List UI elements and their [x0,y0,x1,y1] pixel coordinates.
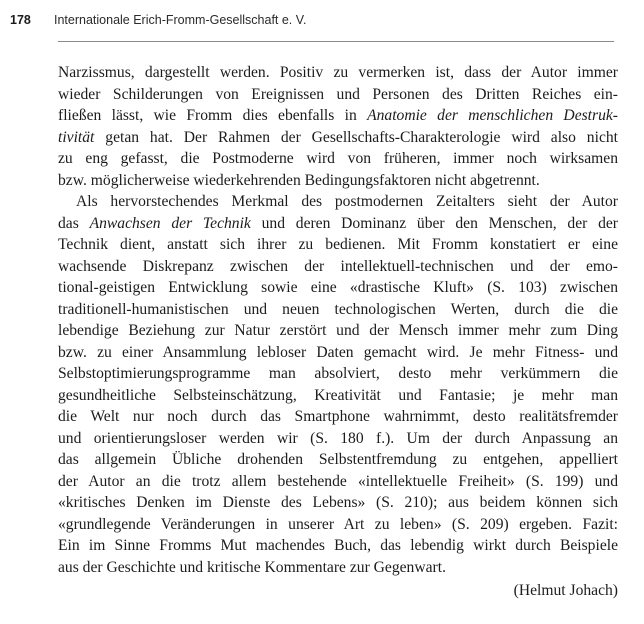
text-run: der Autor an die trotz allem bestehende «intellektuelle Freiheit» (S. 199) und [58,472,618,490]
text-run: Technik dient, anstatt sich ihrer zu bedienen. Mit Fromm konstatiert er eine [58,236,618,253]
text-run: und deren Dominanz über den Menschen, der der [250,214,618,232]
page-number: 178 [10,13,31,27]
text-run: bzw. zu einer Ansammlung lebloser Daten gemacht wird. Je mehr Fitness- und [58,343,618,361]
text-run: und orientierungsloser werden wir (S. 180 f.). Um der durch Anpassung an [58,429,618,447]
article-body [58,62,618,602]
text-run: traditionell-humanistischen und neuen technologischen Werten, durch die die [58,300,618,318]
text-run: gesundheitliche Selbsteinschätzung, Kreativität und Fantasie; je mehr man [58,386,618,404]
text-line [58,191,618,213]
text-run: Narzissmus, dargestellt werden. Positiv zu vermerken ist, dass der Autor immer [58,64,618,81]
text-line [58,471,618,493]
text-line [58,449,618,471]
text-line [58,342,618,364]
text-run: aus der Geschichte und kritische Kommentare zur Gegenwart. [58,558,446,576]
text-run: getan hat. Der Rahmen der Gesellschafts-Charakterologie wird also nicht [94,128,618,146]
text-line [58,105,618,127]
text-line [58,406,618,428]
text-line [58,256,618,278]
text-run: Anwachsen der Technik [89,214,251,232]
text-run: wieder Schilderungen von Ereignissen und Personen des Dritten Reiches ein- [58,85,618,103]
text-run: Als hervorstechendes Merkmal des postmodernen Zeitalters sieht der Autor [76,193,618,210]
text-run: Ein im Sinne Fromms Mut machendes Buch, das lebendig wirkt durch Beispiele [58,537,618,554]
text-run: das allgemein Übliche drohenden Selbstentfremdung zu entgehen, appelliert [58,451,618,468]
text-line [58,385,618,407]
text-run: Selbstoptimierungsprogramme man absolviert, desto mehr verkümmern die [58,365,618,382]
running-head: Internationale Erich-Fromm-Gesellschaft e. V. [54,13,307,27]
text-run: zu eng gefasst, die Postmoderne wird von früheren, immer noch wirksamen [58,150,618,167]
text-line [58,299,618,321]
review-signature: (Helmut Johach) [513,582,618,599]
text-line [58,363,618,385]
text-run: «grundlegende Veränderungen in unserer Art zu leben» (S. 209) ergeben. Fazit: [58,515,618,533]
text-run: das [58,214,90,232]
text-run: fließen lässt, wie Fromm dies ebenfalls in [58,107,368,124]
text-line [58,62,618,84]
text-line [58,535,618,557]
text-line [58,84,618,106]
paragraph-1 [58,62,618,191]
text-line [58,127,618,149]
text-line [58,148,618,170]
text-line [58,234,618,256]
text-run: lebendige Beziehung zur Natur zerstört und der Mensch immer mehr zum Ding [58,322,618,339]
text-line [58,514,618,536]
text-line [58,277,618,299]
paragraph-2 [58,191,618,578]
text-line [58,320,618,342]
text-line [58,557,618,579]
text-run: die Welt nur noch durch das Smartphone wahrnimmt, desto realitätsfremder [58,408,618,425]
header-rule [58,41,614,42]
running-header [10,6,614,34]
text-run: bzw. möglicherweise wiederkehrenden Bedingungsfaktoren nicht abgetrennt. [58,171,540,189]
text-line [58,170,618,192]
text-line [58,428,618,450]
text-run: «kritisches Denken im Dienste des Lebens» (S. 210); aus beidem können sich [58,494,618,511]
text-run: tional-geistigen Entwicklung sowie eine «drastische Kluft» (S. 103) zwischen [58,279,618,296]
text-run: tivität [58,128,95,146]
text-line [58,213,618,235]
text-line [58,492,618,514]
text-run: wachsende Diskrepanz zwischen der intellektuell-technischen und der emo- [58,257,618,275]
text-run: Anatomie der menschlichen Destruk- [367,107,618,124]
